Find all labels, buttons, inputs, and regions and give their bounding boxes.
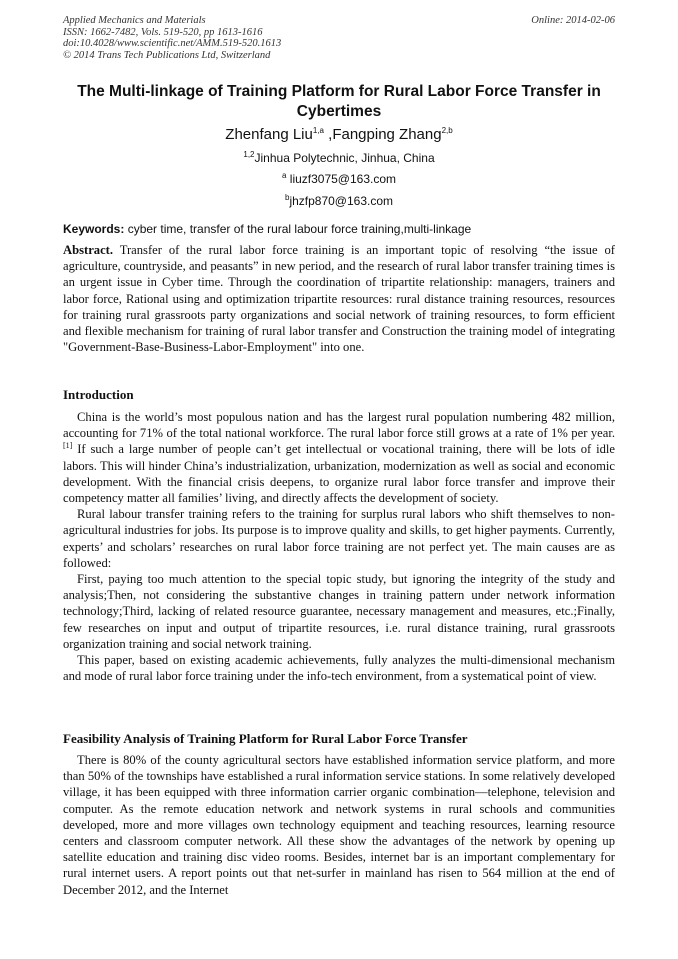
feasibility-paragraph-1: There is 80% of the county agricultural sectors have established information service platform, and more than 50% of the townships have established a rural information service stations. In some relatively developed village, it has been equipped with three information carrier organic combination—telephone, television and computer. As the remote education network and network systems in rural schools and communities developed, more and more villages own technology equipment and teaching resources, learning resource centers and classroom computer network. All these show the advantages of the network by opening up satellite education and training disc video rooms. Besides, internet bar is an important complementary for rural internet users. A report points out that net-surfer in mainland has risen to 564 million at the end of December 2012, and the Internet: [63, 753, 615, 897]
email-a-sup: a: [281, 171, 287, 180]
email-a-text: liuzf3075@163.com: [286, 172, 397, 186]
author-line: [63, 126, 615, 144]
journal-name: Applied Mechanics and Materials: [63, 15, 206, 26]
keywords: [63, 222, 615, 237]
author-2: Fangping Zhang: [332, 126, 442, 143]
email-b: [63, 194, 615, 208]
intro-p1-text-b: If such a large number of people can’t get intellectual or vocational training, there will be lots of idle labors. This will hinder China’s industrialization, urbanization, modernization as well as social and economic development. With the financial crisis deepens, to organize rural labor force transfer and improve their competency matter all families’ living, and directly affects the development of society.: [63, 442, 615, 506]
intro-paragraph-3: First, paying too much attention to the special topic study, but ignoring the integrity of the study and analysis;Then, not considering the substantive changes in training pattern under network information technology;Third, lacking of related resource guarantee, necessary management and measures, etc.;Finally, few researches on input and output of tripartite resources, i.e. rural distance training, rural grassroots organization training and social network training.: [63, 572, 615, 651]
feasibility-body: [63, 752, 615, 898]
email-b-sup: b: [284, 193, 290, 202]
abstract-label: Abstract.: [63, 243, 114, 257]
feasibility-heading: Feasibility Analysis of Training Platform for Rural Labor Force Transfer: [63, 731, 468, 746]
intro-p1-text-a: China is the world’s most populous nation and has the largest rural population numbering 482 million, accounting for 71% of the total national workforce. The rural labor force still grows at a rate of 1% per year.: [63, 410, 615, 441]
affiliation-text: Jinhua Polytechnic, Jinhua, China: [254, 151, 435, 165]
email-b-text: jhzfp870@163.com: [289, 194, 394, 208]
affiliation-sup: 1,2: [243, 150, 255, 159]
author-2-affil-sup: 2,b: [441, 126, 453, 135]
issn-line: ISSN: 1662-7482, Vols. 519-520, pp 1613-1616: [63, 26, 263, 38]
author-separator: ,: [323, 126, 333, 143]
intro-paragraph-4: This paper, based on existing academic achievements, fully analyzes the multi-dimensional mechanism and mode of rural labor force training under the info-tech environment, from a systematical point of view.: [63, 653, 615, 684]
paper-title: The Multi-linkage of Training Platform for Rural Labor Force Transfer in Cybertimes: [77, 83, 601, 120]
copyright-line: © 2014 Trans Tech Publications Ltd, Switzerland: [63, 49, 271, 61]
author-1: Zhenfang Liu: [225, 126, 313, 143]
abstract-text: Transfer of the rural labor force training is an important topic of resolving “the issue of agriculture, countryside, and peasants” in new period, and the research of rural labor transfer training times is an urgent issue in Cyber time. Through the coordination of tripartite relationship: managers, trainers and labor force, Rational using and optimization tripartite resources: rural distance training resources, resources for training rural grassroots party organizations and social network of training resources, to form efficient and flexible mechanism for training of rural labor transfer and Construction the training model of integrating "Government-Base-Business-Labor-Employment" into one.: [63, 243, 615, 355]
online-date: Online: 2014-02-06: [531, 15, 615, 26]
email-a: [63, 172, 615, 186]
introduction-body: [63, 409, 615, 684]
keywords-label: Keywords:: [63, 222, 125, 236]
doi-line: doi:10.4028/www.scientific.net/AMM.519-520.1613: [63, 38, 282, 50]
citation-ref: [1]: [63, 441, 73, 451]
author-1-affil-sup: 1,a: [312, 126, 324, 135]
affiliation: [63, 151, 615, 165]
abstract: [63, 242, 615, 355]
intro-paragraph-2: Rural labour transfer training refers to the training for surplus rural labors who shift themselves to non-agricultural industries for jobs. Its purpose is to improve quality and skills, to get higher payments. Currently, experts’ and scholars’ researches on rural labor force training are not perfect yet. The main causes are as followed:: [63, 507, 615, 570]
introduction-heading: Introduction: [63, 387, 134, 402]
keywords-text: cyber time, transfer of the rural labour force training,multi-linkage: [124, 222, 472, 236]
abstract-paragraph: [63, 242, 615, 355]
journal-header: [63, 15, 615, 61]
intro-paragraph-1: [63, 409, 615, 506]
